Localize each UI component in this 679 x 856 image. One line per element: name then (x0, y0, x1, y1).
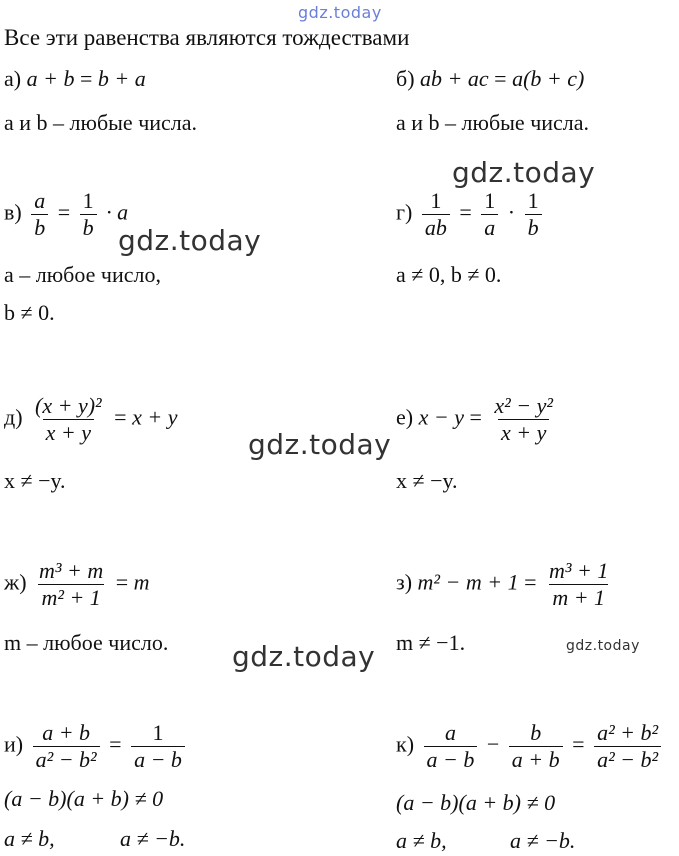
item-d-fraction (32, 395, 105, 444)
item-zh-fraction (36, 560, 106, 609)
item-zh-eq: = (115, 569, 129, 595)
watermark-5: gdz.today (566, 638, 640, 654)
item-d-condition: x ≠ −y. (4, 468, 66, 493)
item-i-fraction-1 (33, 722, 100, 771)
item-k-f2-den: a + b (509, 746, 563, 771)
item-g-equation (396, 190, 546, 239)
watermark-4: gdz.today (232, 640, 376, 673)
item-v-f2-den: b (80, 214, 97, 239)
item-k-condition-3: a ≠ −b. (510, 828, 576, 853)
item-zh-condition: m – любое число. (4, 630, 169, 655)
item-v-fraction-2 (80, 190, 97, 239)
item-b-condition: a и b – любые числа. (396, 110, 590, 135)
item-z-lhs: m² − m + 1 (417, 569, 519, 595)
item-z-condition: m ≠ −1. (396, 630, 466, 655)
item-e-lhs: x − y (418, 404, 464, 430)
item-g-f3-den: b (525, 214, 542, 239)
item-e-eq: = (469, 404, 482, 430)
item-a-equation (4, 68, 146, 90)
item-g-dot: · (507, 199, 516, 225)
item-a-label: а) (4, 66, 22, 91)
item-e-label: е) (396, 404, 414, 430)
item-a-condition: a и b – любые числа. (4, 110, 198, 135)
item-v-equation (4, 190, 128, 239)
item-g-f2-num: 1 (484, 188, 496, 213)
item-g-condition: a ≠ 0, b ≠ 0. (396, 262, 502, 287)
item-b-lhs: ab + ac (420, 66, 489, 91)
watermark-1: gdz.today (452, 156, 596, 189)
item-b-rhs: a(b + c) (512, 66, 585, 91)
item-k-f2-num: b (530, 720, 542, 745)
header-text: Все эти равенства являются тождествами (4, 25, 410, 50)
item-z-label: з) (396, 569, 413, 595)
item-d-rhs: x + y (132, 404, 178, 430)
item-g-f3-num: 1 (527, 188, 539, 213)
item-v-f2-num: 1 (82, 188, 94, 213)
item-i-f1-num: a + b (42, 720, 91, 745)
item-zh-f1-den: m² + 1 (38, 584, 103, 609)
item-v-fraction-1 (31, 190, 48, 239)
item-b-eq: = (494, 66, 507, 91)
item-zh-label: ж) (4, 569, 27, 595)
item-v-f1-den: b (31, 214, 48, 239)
item-e-condition: x ≠ −y. (396, 468, 458, 493)
item-e-fraction (491, 395, 556, 444)
item-d-eq: = (114, 404, 127, 430)
item-i-eq: = (109, 731, 122, 757)
watermark-top: gdz.today (298, 3, 382, 22)
watermark-2: gdz.today (118, 224, 262, 257)
item-z-f1-num: m³ + 1 (549, 558, 609, 583)
item-k-f3-num: a² + b² (597, 720, 659, 745)
item-e-f1-num: x² − y² (494, 393, 553, 418)
item-v-tail: · a (106, 199, 129, 225)
item-i-label: и) (4, 731, 24, 757)
item-k-eq: = (572, 731, 585, 757)
item-v-condition-1: a – любое число, (4, 262, 161, 287)
item-v-eq: = (57, 199, 71, 225)
item-d-f1-den: x + y (43, 419, 94, 444)
watermark-3: gdz.today (248, 428, 392, 461)
item-i-condition-3: a ≠ −b. (120, 826, 186, 851)
item-a-rhs: b + a (97, 66, 146, 91)
item-k-fraction-2 (509, 722, 563, 771)
item-z-fraction (546, 560, 611, 609)
item-z-equation (396, 560, 615, 609)
item-g-fraction-3 (525, 190, 542, 239)
item-d-label: д) (4, 404, 23, 430)
item-g-fraction-2 (481, 190, 498, 239)
item-b-label: б) (396, 66, 415, 91)
item-k-equation (396, 722, 665, 771)
item-zh-f1-num: m³ + m (39, 558, 104, 583)
item-d-f1-num: (x + y)² (35, 393, 102, 418)
item-e-equation (396, 395, 560, 444)
item-i-condition-1: (a − b)(a + b) ≠ 0 (4, 786, 164, 811)
item-g-f1-num: 1 (430, 188, 442, 213)
item-zh-rhs: m (133, 569, 150, 595)
item-k-f3-den: a² − b² (594, 746, 661, 771)
item-v-condition-2: b ≠ 0. (4, 300, 55, 325)
item-e-f1-den: x + y (498, 419, 549, 444)
item-k-f1-num: a (444, 720, 456, 745)
item-i-f2-num: 1 (152, 720, 164, 745)
item-k-f1-den: a − b (424, 746, 478, 771)
item-k-fraction-1 (424, 722, 478, 771)
item-k-label: к) (396, 731, 415, 757)
item-i-f2-den: a − b (131, 746, 185, 771)
item-z-f1-den: m + 1 (549, 584, 608, 609)
item-v-label: в) (4, 199, 22, 225)
item-a-lhs: a + b (26, 66, 75, 91)
item-g-f1-den: ab (422, 214, 450, 239)
item-a-eq: = (79, 66, 93, 91)
item-zh-equation (4, 560, 150, 609)
item-i-fraction-2 (131, 722, 185, 771)
item-k-condition-2: a ≠ b, (396, 828, 447, 853)
item-v-f1-num: a (34, 188, 46, 213)
item-k-minus: − (486, 731, 500, 757)
item-k-fraction-3 (594, 722, 661, 771)
item-z-eq: = (524, 569, 537, 595)
item-g-fraction-1 (422, 190, 450, 239)
item-i-f1-den: a² − b² (33, 746, 100, 771)
item-g-label: г) (396, 199, 413, 225)
item-i-equation (4, 722, 189, 771)
item-g-eq: = (459, 199, 472, 225)
item-i-condition-2: a ≠ b, (4, 826, 55, 851)
item-k-condition-1: (a − b)(a + b) ≠ 0 (396, 790, 556, 815)
item-g-f2-den: a (481, 214, 498, 239)
item-b-equation (396, 68, 584, 90)
item-d-equation (4, 395, 177, 444)
